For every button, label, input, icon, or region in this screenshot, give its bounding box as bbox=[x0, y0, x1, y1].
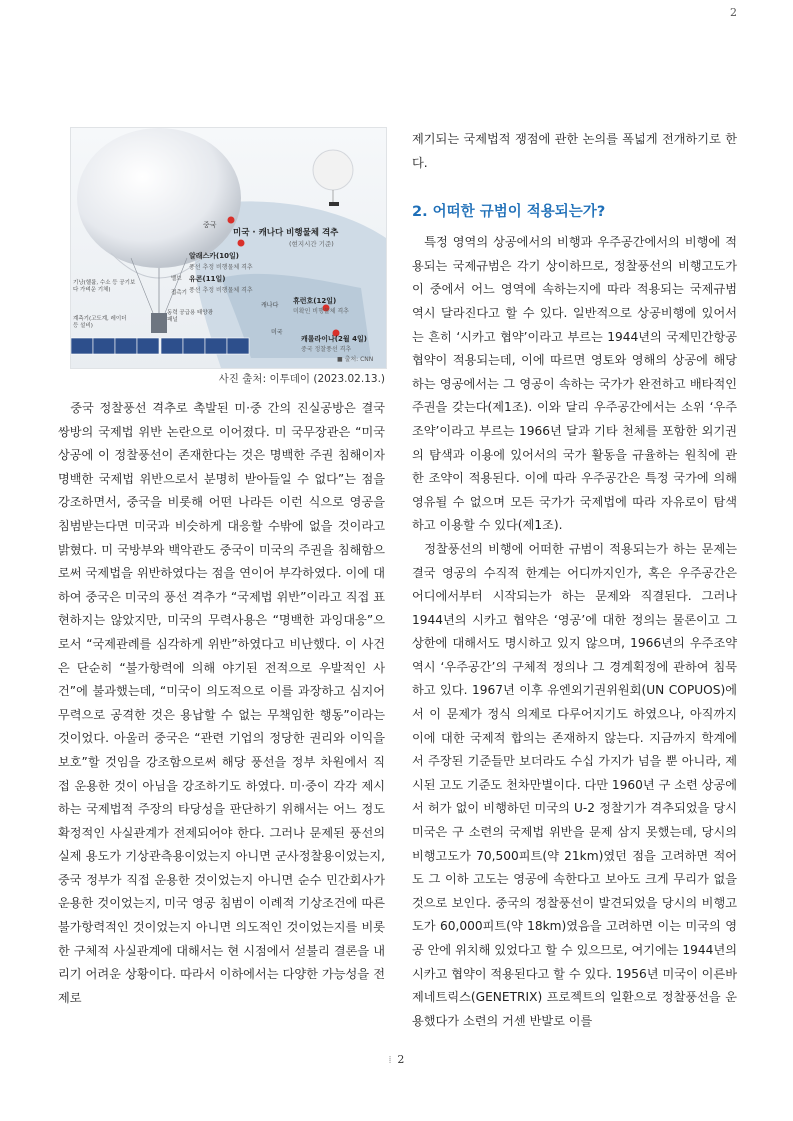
figure-title: 미국 · 캐나다 비행물체 격추 bbox=[233, 228, 339, 238]
event-label: 알래스카(10일) bbox=[189, 252, 239, 260]
page-number-bottom: 2 bbox=[397, 1053, 405, 1066]
right-column bbox=[412, 128, 737, 1033]
figure-title-note: (현지시간 기준) bbox=[289, 240, 334, 248]
balloon-label: 기낭(헬륨, 수소 등 공기보다 가벼운 기체) bbox=[73, 280, 136, 293]
figure-caption: 사진 출처: 이투데이 (2023.02.13.) bbox=[218, 373, 385, 385]
event-desc: 풍선 추정 비행물체 격추 bbox=[189, 287, 253, 294]
event-label: 휴런호(12일) bbox=[293, 297, 337, 305]
news-figure-image bbox=[70, 127, 387, 369]
balloon-label: 접촉기 bbox=[171, 290, 187, 296]
map-label-canada: 캐나다 bbox=[261, 302, 279, 309]
event-desc: 미확인 비행물체 격추 bbox=[293, 308, 349, 315]
balloon-label: 계측기(고도계, 레이더 등 설비) bbox=[73, 316, 127, 329]
figure-source: ■ 출처: CNN bbox=[337, 356, 374, 363]
body-paragraph: 정찰풍선의 비행에 어떠한 규범이 적용되는가 하는 문제는 결국 영공의 수직적 한계는 어디까지인가, 혹은 우주공간은 어디에서부터 시작되는가 하는 문제와 직결된다. 그러나 1944년의 시카고 협약은 ‘영공’에 대한 정의는 물론이고 그 상한에 대해서도 명시하고 있지 않으며, 1966년의 우주조약 역시 ‘우주공간’의 구체적 정의나 그 경계획정에 관하여 침묵하고 있다. 1967년 이후 유엔외기권위원회(UN COPUOS)에서 이 문제가 정식 의제로 다루어지기도 하였으나, 아직까지 이에 대한 국제적 합의는 존재하지 않는다. 지금까지 학계에서 주장된 기준들만 보더라도 수십 가지가 넘을 뿐 아니라, 제시된 고도 기준도 천차만별이다. 다만 1960년 구 소련 상공에서 허가 없이 비행하던 미국의 U-2 정찰기가 격추되었을 당시 미국은 구 소련의 국제법 위반을 문제 삼지 못했는데, 당시의 비행고도가 70,500피트(약 21km)였던 점을 고려하면 적어도 그 이하 고도는 영공에 속한다고 보아도 크게 무리가 없을 것으로 보인다. 중국의 정찰풍선이 발견되었을 당시의 비행고도가 60,000피트(약 18km)였음을 고려하면 이는 미국의 영공 안에 위치해 있었다고 할 수 있으므로, 여기에는 1944년의 시카고 협약이 적용된다고 할 수 있다. 1956년 미국이 이른바 제네트릭스(GENETRIX) 프로젝트의 일환으로 정찰풍선을 운용했다가 소련의 거센 반발로 이를 bbox=[412, 541, 737, 1028]
page-footer bbox=[0, 1053, 793, 1066]
page-number-top: 2 bbox=[730, 6, 737, 19]
map-label-china: 중국 bbox=[203, 221, 217, 229]
body-paragraph: 특정 영역의 상공에서의 비행과 우주공간에서의 비행에 적용되는 국제규범은 각기 상이하므로, 정찰풍선의 비행고도가 이 중에서 어느 영역에 속하는지에 따라 적용되는 국제규범 역시 달라진다고 할 수 있다. 일반적으로 상공비행에 있어서는 흔히 ‘시카고 협약’이라고 부르는 1944년의 국제민간항공협약이 적용되는데, 이에 따르면 영토와 영해의 상공에 해당하는 영공에서는 그 영공이 속하는 국가가 완전하고 배타적인 주권을 갖는다(제1조). 이와 달리 우주공간에서는 소위 ‘우주조약’이라고 부르는 1966년 달과 기타 천체를 포함한 외기권의 탐색과 이용에 있어서의 국가 활동을 규율하는 원칙에 관한 조약이 적용된다. 이에 따라 우주공간은 특정 국가에 의해 영유될 수 없으며 모든 국가가 국제법에 따라 자유로이 탐색하고 이용할 수 있다(제1조). bbox=[412, 235, 737, 533]
event-desc: 풍선 추정 비행물체 격추 bbox=[189, 264, 253, 271]
left-column bbox=[58, 397, 385, 1010]
event-label: 캐롤라이나(2월 4일) bbox=[301, 335, 367, 343]
body-paragraph: 중국 정찰풍선 격추로 촉발된 미·중 간의 진실공방은 결국 쌍방의 국제법 위반 논란으로 이어졌다. 미 국무장관은 “미국 상공에 이 정찰풍선이 존재한다는 것은 명백한 주권 침해이자 명백한 국제법 위반으로서 분명히 받아들일 수 없다”는 점을 강조하면서, 중국을 비롯해 어떤 나라든 이런 식으로 영공을 침범받는다면 미국과 비슷하게 대응할 수밖에 없을 것이라고 밝혔다. 미 국방부와 백악관도 중국이 미국의 주권을 침해함으로써 국제법을 위반하였다는 점을 연이어 부각하였다. 이에 대하여 중국은 미국의 풍선 격추가 “국제법 위반”이라고 직접 표현하지는 않았지만, 미국의 무력사용은 “명백한 과잉대응”으로서 “국제관례를 심각하게 위반”하였다고 비난했다. 이 사건은 단순히 “불가항력에 의해 야기된 전적으로 우발적인 사건”에 불과했는데, “미국이 의도적으로 이를 과장하고 심지어 무력으로 공격한 것은 용납할 수 없는 무책임한 행동”이라는 것이었다. 아울러 중국은 “관련 기업의 정당한 권리와 이익을 보호”할 것임을 강조함으로써 해당 풍선을 정부 차원에서 직접 운용한 것이 아님을 강조하기도 하였다. 미·중이 각각 제시하는 국제법적 주장의 타당성을 판단하기 위해서는 어느 정도 확정적인 사실관계가 전제되어야 한다. 그러나 문제된 풍선의 실제 용도가 기상관측용이었는지 아니면 군사정찰용이었는지, 중국 정부가 직접 운용한 것이었는지 아니면 순수 민간회사가 운용한 것이었는지, 미국 영공 침범이 이례적 기상조건에 따른 불가항력적인 것이었는지 아니면 의도적인 것이었는지를 비롯한 구체적 사실관계에 대해서는 현 시점에서 섣불리 결론을 내리기 어려운 상황이다. 따라서 이하에서는 다양한 가능성을 전제로 bbox=[58, 401, 385, 1005]
balloon-label: 동력 공급용 태양광 패널 bbox=[167, 310, 214, 323]
balloon-map-illustration bbox=[71, 128, 386, 368]
event-desc: 중국 정찰풍선 격추 bbox=[301, 346, 352, 353]
section-heading: 2. 어떠한 규범이 적용되는가? bbox=[412, 204, 606, 221]
footer-mark-icon: ⁞ bbox=[388, 1055, 392, 1066]
event-label: 유콘(11일) bbox=[189, 275, 226, 283]
balloon-label: 밸브 bbox=[171, 276, 182, 282]
intro-paragraph: 제기되는 국제법적 쟁점에 관한 논의를 폭넓게 전개하기로 한다. bbox=[412, 132, 737, 170]
map-label-usa: 미국 bbox=[271, 329, 283, 336]
